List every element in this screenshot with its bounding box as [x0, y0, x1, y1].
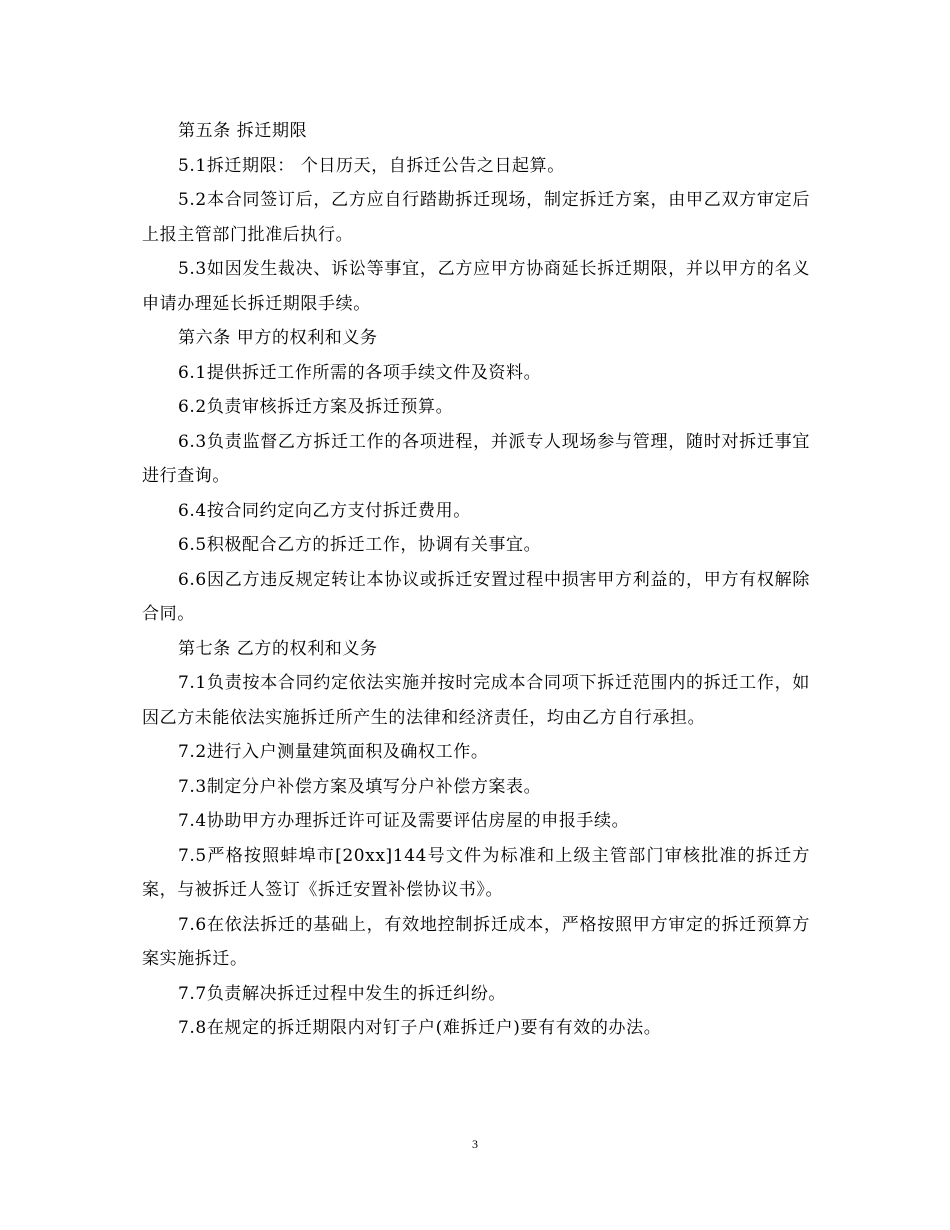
- clause-6-1: 6.1提供拆迁工作所需的各项手续文件及资料。: [178, 362, 542, 383]
- document-body: [142, 114, 810, 1046]
- clause-7-1: 7.1负责按本合同约定依法实施并按时完成本合同项下拆迁范围内的拆迁工作，如因乙方未能依法实施拆迁所产生的法律和经济责任，均由乙方自行承担。: [142, 673, 810, 728]
- clause-5-1: 5.1拆迁期限： 个日历天，自拆迁公告之日起算。: [178, 155, 565, 176]
- clause-6-2: 6.2负责审核拆迁方案及拆迁预算。: [178, 397, 454, 417]
- clause-6-3: 6.3负责监督乙方拆迁工作的各项进程，并派专人现场参与管理，随时对拆迁事宜进行查询。: [142, 431, 810, 486]
- clause-7-4: 7.4协助甲方办理拆迁许可证及需要评估房屋的申报手续。: [178, 811, 630, 831]
- clause-7-7: 7.7负责解决拆迁过程中发生的拆迁纠纷。: [178, 983, 507, 1004]
- clause-5-2: 5.2本合同签订后，乙方应自行踏勘拆迁现场，制定拆迁方案，由甲乙双方审定后上报主管部门批准后执行。: [142, 190, 810, 245]
- clause-7-2: 7.2进行入户测量建筑面积及确权工作。: [178, 742, 489, 762]
- article-7-heading: 第七条 乙方的权利和义务: [178, 638, 378, 659]
- clause-6-6: 6.6因乙方违反规定转让本协议或拆迁安置过程中损害甲方利益的，甲方有权解除合同。: [142, 569, 810, 624]
- page-number: 3: [472, 1137, 478, 1151]
- clause-7-6: 7.6在依法拆迁的基础上，有效地控制拆迁成本，严格按照甲方审定的拆迁预算方案实施拆迁。: [142, 914, 810, 969]
- article-5-heading: 第五条 拆迁期限: [178, 121, 308, 141]
- clause-6-5: 6.5积极配合乙方的拆迁工作，协调有关事宜。: [178, 535, 542, 555]
- clause-5-3: 5.3如因发生裁决、诉讼等事宜，乙方应甲方协商延长拆迁期限，并以甲方的名义申请办理延长拆迁期限手续。: [142, 259, 810, 314]
- clause-7-3: 7.3制定分户补偿方案及填写分户补偿方案表。: [178, 776, 542, 797]
- article-6-heading: 第六条 甲方的权利和义务: [178, 328, 378, 348]
- clause-7-5: 7.5严格按照蚌埠市[20xx]144号文件为标准和上级主管部门审核批准的拆迁方案，与被拆迁人签订《拆迁安置补偿协议书》。: [142, 845, 810, 900]
- clause-7-8: 7.8在规定的拆迁期限内对钉子户(难拆迁户)要有有效的办法。: [178, 1018, 662, 1038]
- clause-6-4: 6.4按合同约定向乙方支付拆迁费用。: [178, 500, 471, 521]
